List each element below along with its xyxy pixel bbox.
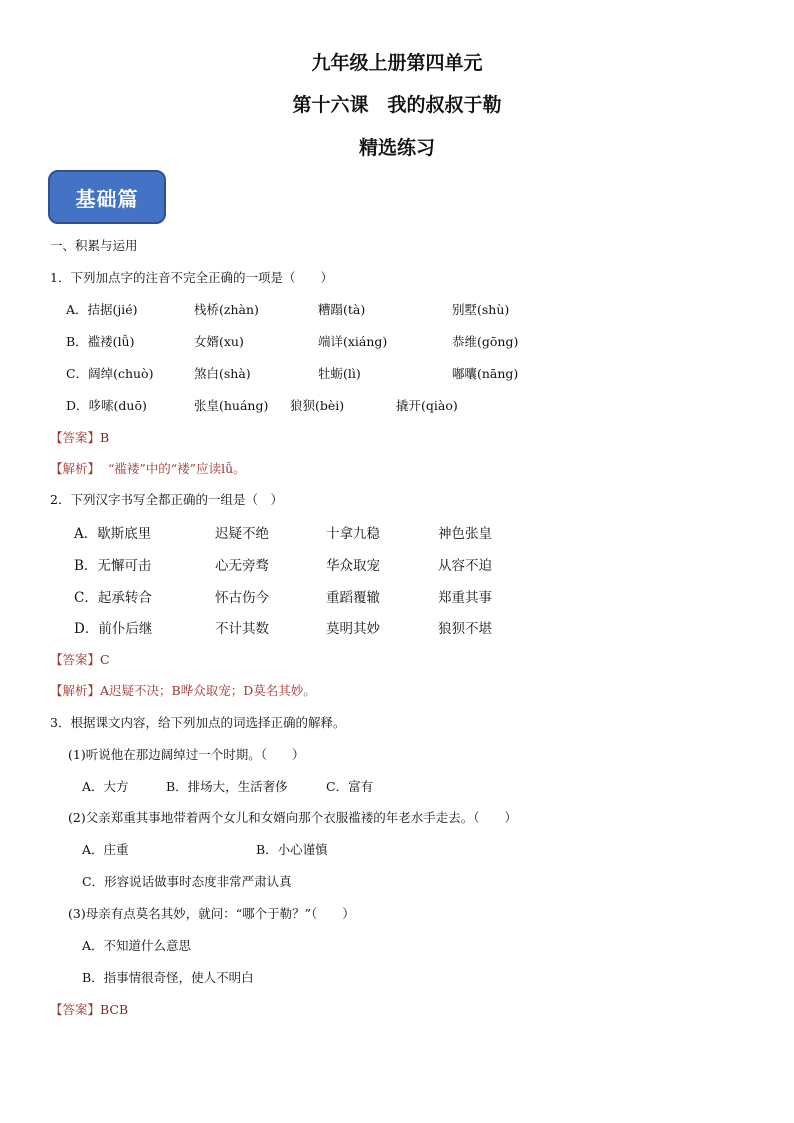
option-b: B．指事情很奇怪，使人不明白 bbox=[82, 970, 254, 985]
option-cell: 心无旁骛 bbox=[215, 558, 269, 574]
option-c: C．形容说话做事时态度非常严肃认真 bbox=[82, 874, 292, 889]
option-cell: 煞白(shà) bbox=[194, 366, 251, 381]
option-cell: 狼狈(bèi) bbox=[290, 398, 345, 413]
sub-question-1: (1)听说他在那边阔绰过一个时期。（ ） bbox=[68, 747, 305, 762]
question-stem: 1．下列加点字的注音不完全正确的一项是（ ） bbox=[50, 270, 333, 285]
answer-line bbox=[50, 1000, 128, 1018]
analysis-tag: 【解析】 bbox=[50, 683, 101, 698]
answer-value: C bbox=[100, 652, 110, 667]
option-cell: 十拿九稳 bbox=[326, 526, 380, 542]
option-cell: 女婿(xu) bbox=[194, 334, 244, 349]
answer-tag: 【答案】 bbox=[50, 430, 101, 445]
analysis-text: A迟疑不决；B哗众取宠；D莫名其妙。 bbox=[100, 683, 316, 698]
option-a: A．大方 bbox=[82, 779, 129, 794]
option-cell: 栈桥(zhàn) bbox=[194, 302, 259, 317]
analysis-line bbox=[50, 681, 316, 699]
sub-question-2: (2)父亲郑重其事地带着两个女儿和女婿向那个衣服褴褛的年老水手走去。（ ） bbox=[68, 810, 517, 825]
answer-line bbox=[50, 428, 109, 446]
option-b: B．排场大，生活奢侈 bbox=[166, 779, 288, 794]
option-cell: 嘟囔(nāng) bbox=[452, 366, 519, 381]
option-cell: 张皇(huáng) bbox=[194, 398, 269, 413]
answer-value: B bbox=[100, 430, 110, 445]
option-c: C．富有 bbox=[326, 779, 374, 794]
option-cell: 牡蛎(lì) bbox=[318, 366, 361, 381]
option-cell: 狼狈不堪 bbox=[438, 621, 492, 637]
analysis-line bbox=[50, 459, 246, 477]
option-cell: 别墅(shù) bbox=[452, 302, 510, 317]
option-a: A．拮据(jié) bbox=[66, 302, 138, 317]
option-cell: 恭维(gōng) bbox=[452, 334, 519, 349]
option-b: B．无懈可击 bbox=[74, 558, 152, 574]
option-b: B．小心谨慎 bbox=[256, 842, 328, 857]
analysis-tag: 【解析】 bbox=[50, 461, 101, 476]
basic-section-badge: 基础篇 bbox=[48, 170, 166, 224]
answer-tag: 【答案】 bbox=[50, 652, 101, 667]
section-heading: 一、积累与运用 bbox=[50, 238, 138, 253]
option-d: D．哆嗦(duō) bbox=[66, 398, 147, 413]
question-stem: 2．下列汉字书写全都正确的一组是（ ） bbox=[50, 492, 283, 507]
option-cell: 迟疑不绝 bbox=[215, 526, 269, 542]
option-a: A．歇斯底里 bbox=[74, 526, 152, 542]
answer-value: BCB bbox=[100, 1002, 129, 1017]
analysis-text: “褴褛”中的“褛”应读lǚ。 bbox=[108, 461, 246, 476]
unit-title: 九年级上册第四单元 bbox=[311, 52, 483, 74]
answer-line bbox=[50, 650, 110, 668]
option-cell: 怀古伤今 bbox=[215, 590, 269, 606]
option-cell: 郑重其事 bbox=[438, 590, 492, 606]
option-a: A．庄重 bbox=[82, 842, 129, 857]
option-a: A．不知道什么意思 bbox=[82, 938, 192, 953]
option-c: C．起承转合 bbox=[74, 590, 152, 606]
option-d: D．前仆后继 bbox=[74, 621, 153, 637]
option-cell: 从容不迫 bbox=[438, 558, 492, 574]
answer-tag: 【答案】 bbox=[50, 1002, 101, 1017]
option-b: B．褴褛(lǚ) bbox=[66, 334, 135, 349]
option-cell: 华众取宠 bbox=[326, 558, 380, 574]
option-cell: 神色张皇 bbox=[438, 526, 492, 542]
question-stem: 3．根据课文内容，给下列加点的词选择正确的解释。 bbox=[50, 715, 346, 730]
option-cell: 不计其数 bbox=[215, 621, 269, 637]
lesson-title: 第十六课 我的叔叔于勒 bbox=[292, 94, 502, 116]
option-cell: 糟蹋(tà) bbox=[318, 302, 366, 317]
sub-question-3: (3)母亲有点莫名其妙，就问：“哪个于勒？”（ ） bbox=[68, 906, 355, 921]
option-cell: 莫明其妙 bbox=[326, 621, 380, 637]
option-cell: 端详(xiáng) bbox=[318, 334, 388, 349]
practice-title: 精选练习 bbox=[358, 137, 435, 159]
option-cell: 撬开(qiào) bbox=[396, 398, 458, 413]
option-c: C．阔绰(chuò) bbox=[66, 366, 154, 381]
option-cell: 重蹈覆辙 bbox=[326, 590, 380, 606]
